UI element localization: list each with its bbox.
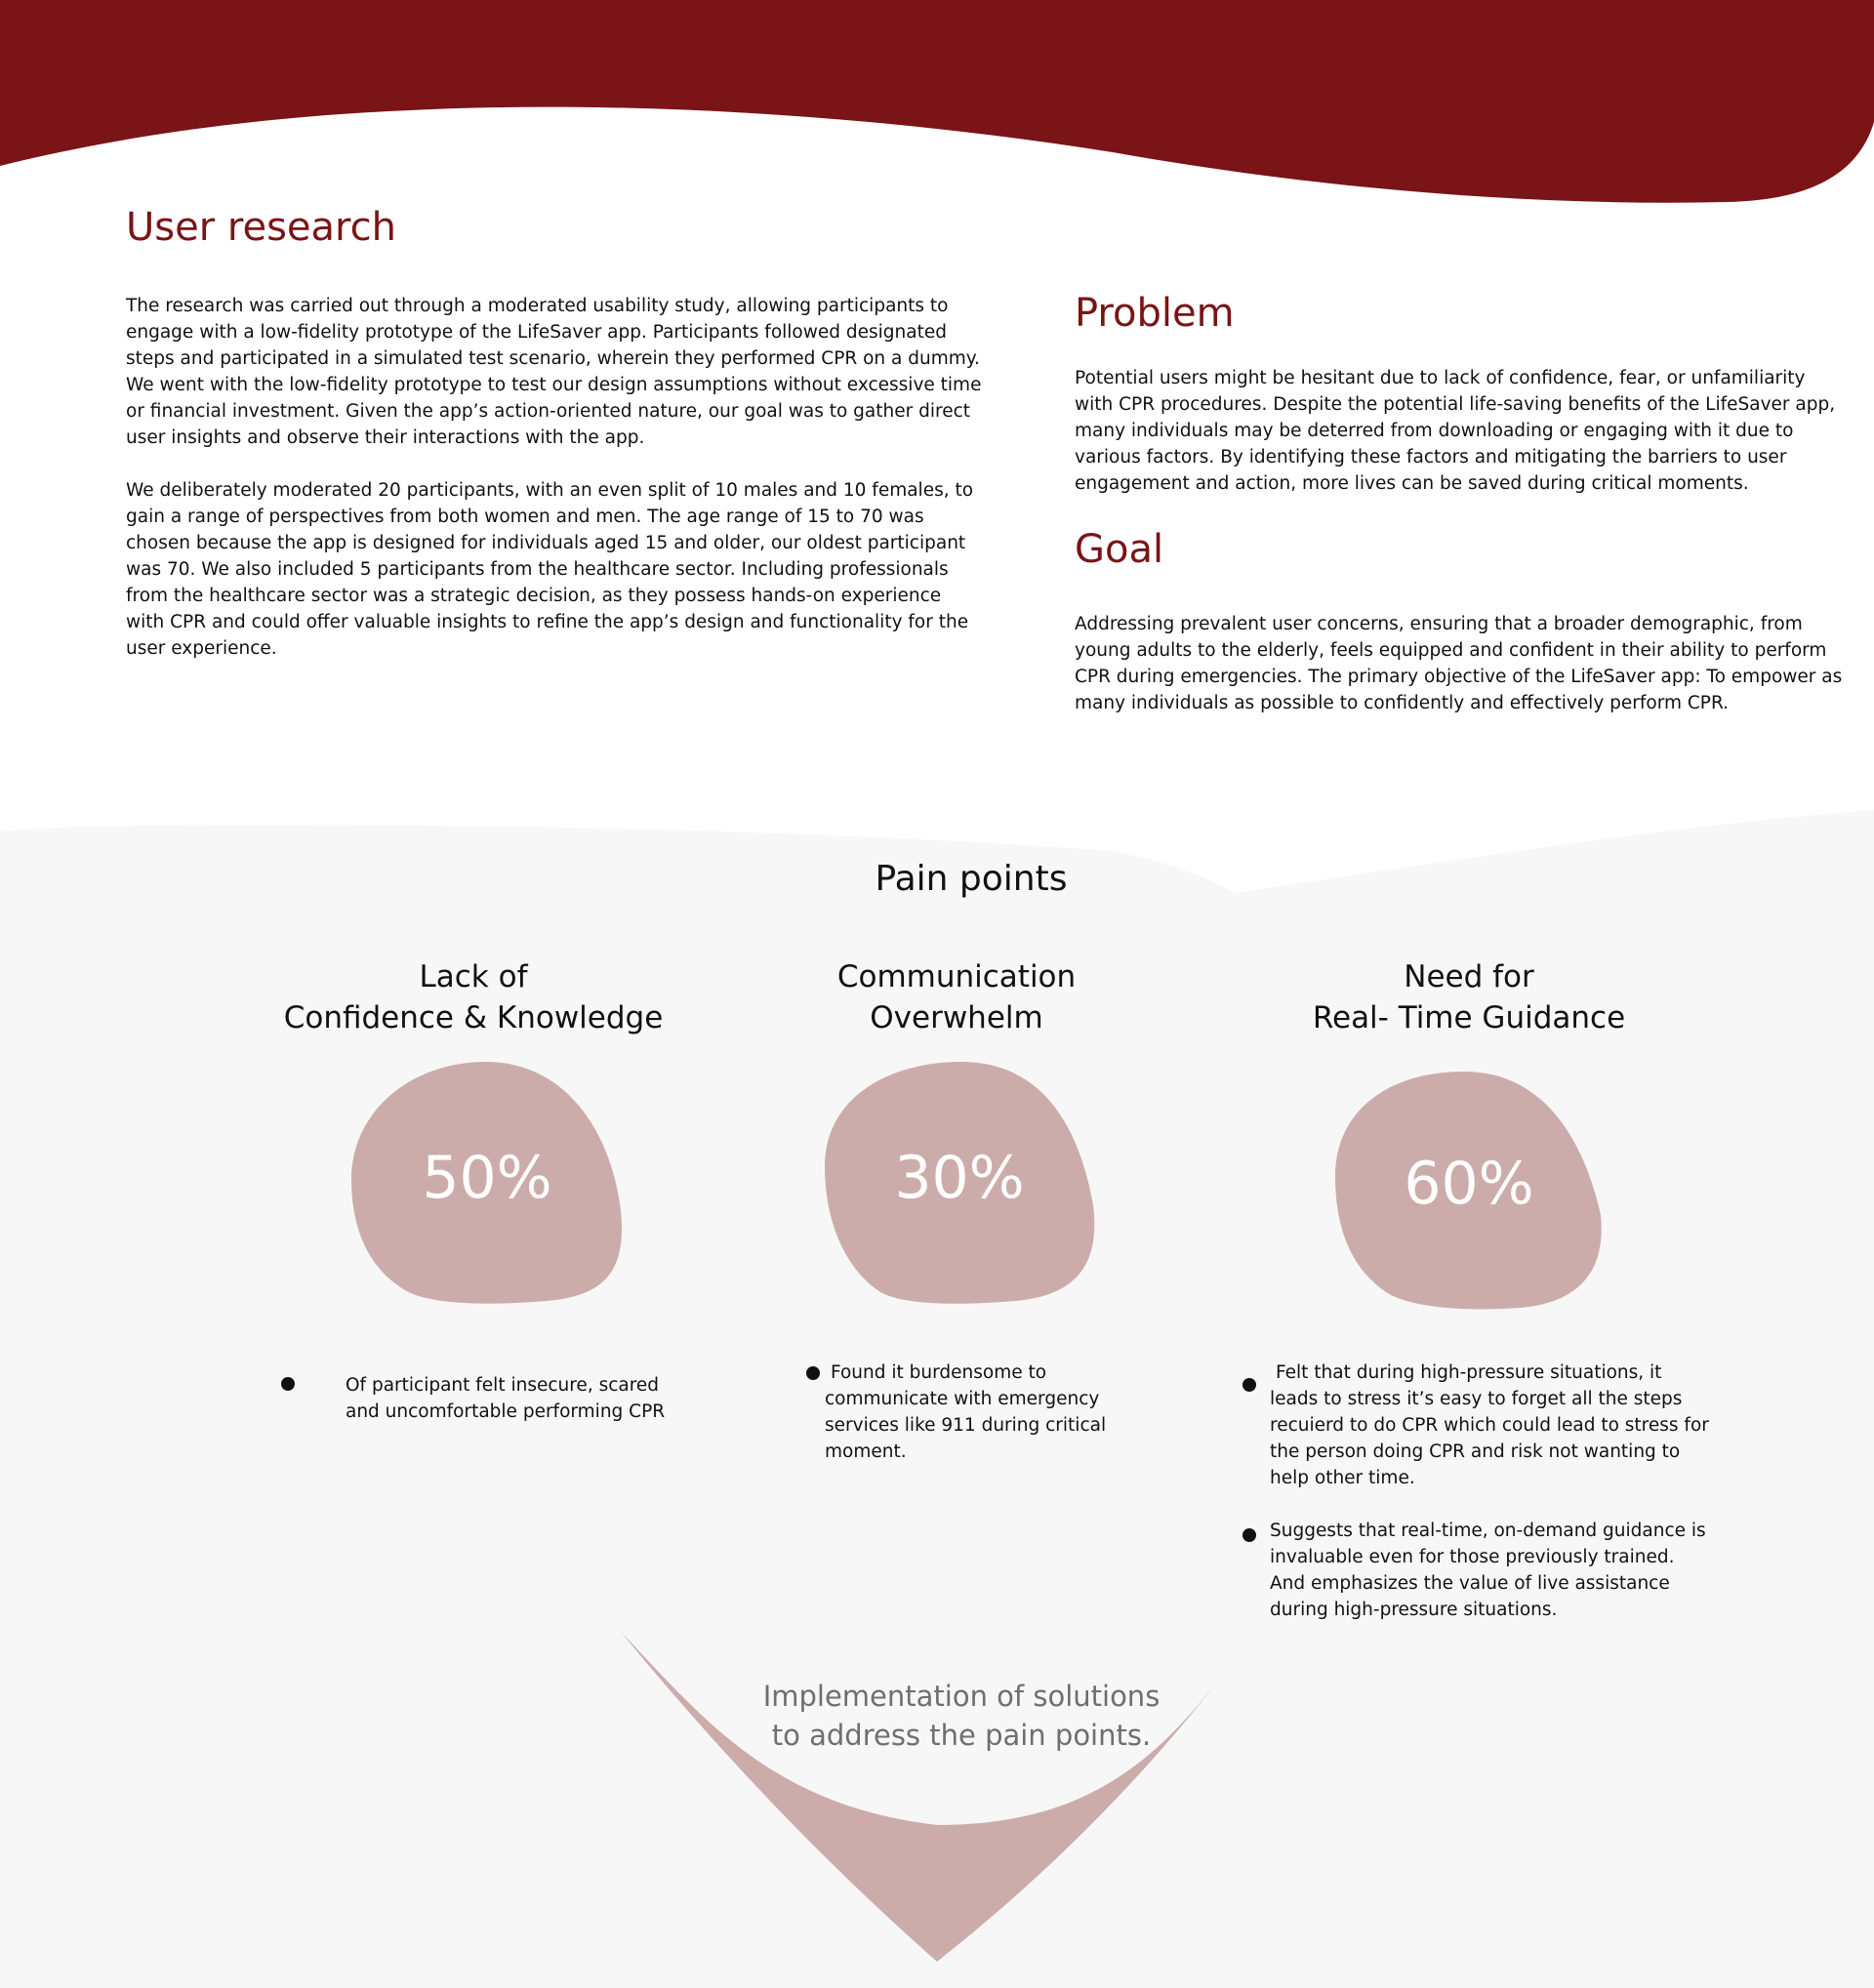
research-paragraph-2: We deliberately moderated 20 participants, with an even split of 10 males and 10 females, to gain a range of perspectives from both women and men. The age range of 15 to 70 was chosen because the app is designed for individuals aged 15 and older, our oldest participant was 70. We also included 5 participants from the healthcare sector. Including professionals from the healthcare sector was a strategic decision, as they possess hands-on experience with CPR and could offer valuable insights to refine the app’s design and functionality for the user experience. bbox=[126, 480, 974, 659]
research-paragraph-1: The research was carried out through a moderated usability study, allowing participants to engage with a low-fidelity prototype of the LifeSaver app. Participants followed designated steps and participated in a simulated test scenario, wherein they performed CPR on a dummy. We went with the low-fidelity prototype to test our design assumptions without excessive time or financial investment. Given the app’s action-oriented nature, our goal was to gather direct user insights and observe their interactions with the app. bbox=[126, 296, 982, 448]
header-wave bbox=[0, 0, 1874, 203]
pain-point-percent-3: 60% bbox=[1404, 1150, 1534, 1218]
section-title-pain-points: Pain points bbox=[875, 859, 1068, 899]
pain-point-title-3 bbox=[1249, 956, 1689, 1038]
pain-point-title-2 bbox=[752, 956, 1161, 1038]
pain-point-note-3b: Suggests that real-time, on-demand guidance is invaluable even for those previously trained. And emphasizes the value of live assistance during high-pressure situations. bbox=[1270, 1521, 1706, 1620]
pain-point-percent-1: 50% bbox=[422, 1144, 552, 1212]
implementation-line-1: Implementation of solutions bbox=[762, 1680, 1161, 1713]
pain-point-title-2-line1: Communication bbox=[836, 959, 1077, 994]
pain-point-title-1-line1: Lack of bbox=[419, 959, 528, 994]
pain-point-note-2: Found it burdensome to communicate with emergency services like 911 during critical moment. bbox=[825, 1362, 1107, 1462]
pain-point-note-1: Of participant felt insecure, scared and uncomfortable performing CPR bbox=[346, 1375, 666, 1422]
bullet-icon bbox=[806, 1366, 820, 1380]
pain-point-title-3-line1: Need for bbox=[1404, 959, 1534, 994]
problem-text: Potential users might be hesitant due to lack of confidence, fear, or unfamiliarity with CPR procedures. Despite the potential life-saving benefits of the LifeSaver app, many individuals may be deterred from downloading or engaging with it due to various factors. By identifying these factors and mitigating the barriers to user engagement and action, more lives can be saved during critical moments. bbox=[1075, 368, 1836, 494]
pain-point-title-1-line2: Confidence & Knowledge bbox=[283, 1000, 664, 1035]
section-title-goal: Goal bbox=[1075, 527, 1164, 572]
pain-point-title-1 bbox=[264, 956, 683, 1038]
pain-point-title-3-line2: Real- Time Guidance bbox=[1312, 1000, 1626, 1035]
bullet-icon bbox=[1243, 1378, 1256, 1392]
section-title-problem: Problem bbox=[1075, 291, 1235, 336]
implementation-line-2: to address the pain points. bbox=[771, 1719, 1152, 1752]
section-title-user-research: User research bbox=[126, 205, 396, 250]
bullet-icon bbox=[281, 1377, 295, 1391]
pain-point-note-3a: Felt that during high-pressure situations, it leads to stress it’s easy to forget all the steps recuierd to do CPR which could lead to stress for the person doing CPR and risk not wanting to help other time. bbox=[1270, 1362, 1709, 1488]
pain-point-percent-2: 30% bbox=[894, 1144, 1025, 1212]
bullet-icon bbox=[1243, 1528, 1256, 1542]
goal-text: Addressing prevalent user concerns, ensuring that a broader demographic, from young adults to the elderly, feels equipped and confident in their ability to perform CPR during emergencies. The primary objective of the LifeSaver app: To empower as many individuals as possible to confidently and effectively perform CPR. bbox=[1075, 614, 1843, 713]
pain-point-title-2-line2: Overwhelm bbox=[870, 1000, 1043, 1035]
implementation-caption bbox=[752, 1677, 1171, 1755]
